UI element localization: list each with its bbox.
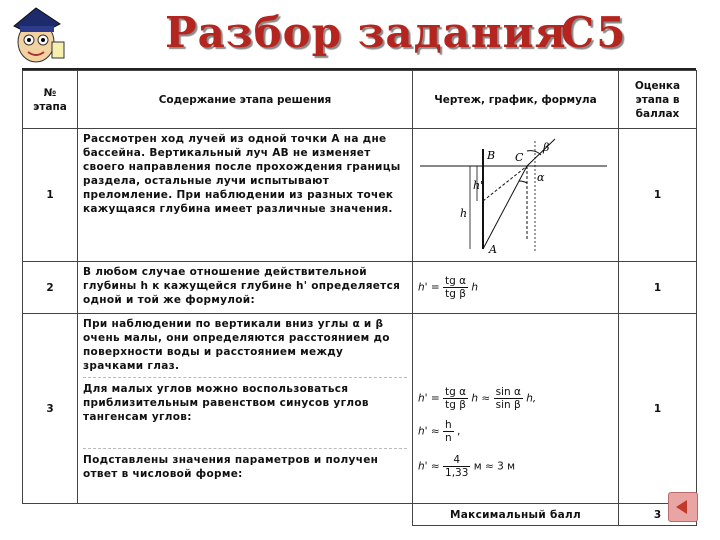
stage-score: 1 [619, 314, 697, 504]
formula-rhs: h, [526, 392, 537, 405]
formula-line [418, 419, 613, 444]
formula-rhs: h [471, 281, 479, 294]
table-row [23, 314, 697, 504]
column-header: Содержание этапа решения [78, 71, 413, 129]
formula-line [418, 454, 613, 479]
formula-fraction [443, 454, 470, 479]
label-h-prime: h' [473, 179, 484, 192]
fraction-denominator: tg β [445, 399, 466, 411]
formula-stack [413, 314, 619, 504]
fraction-numerator: 4 [443, 454, 470, 467]
formula-lhs: h' ≈ [418, 460, 440, 473]
formula-fraction [443, 386, 468, 411]
formula-fraction [443, 275, 468, 300]
stage-text [78, 314, 413, 504]
stage-number: 1 [23, 129, 78, 262]
max-score-label: Максимальный балл [413, 504, 619, 526]
back-arrow-icon[interactable] [668, 492, 698, 522]
column-header: № этапа [23, 71, 78, 129]
formula-rhs: м ≈ 3 м [473, 460, 516, 473]
formula-rhs: , [457, 425, 461, 438]
formula-lhs: h' ≈ [418, 425, 440, 438]
grading-table [22, 68, 696, 527]
label-alpha: α [537, 171, 545, 184]
fraction-denominator: sin β [495, 399, 521, 411]
label-h: h [460, 207, 468, 220]
fraction-numerator: tg α [445, 275, 467, 287]
table-row [23, 129, 697, 262]
stage-text: Рассмотрен ход лучей из одной точки A на дне бассейна. Вертикальный луч AB не изменяет своего направления после прохождения границы раздела, остальные лучи испытывают преломление. При наблюдении из разных точек кажущаяся глубина имеет различные значения. [78, 129, 413, 262]
page-title [165, 8, 635, 57]
stage-score: 1 [619, 262, 697, 314]
table-row [23, 262, 697, 314]
stage-number: 2 [23, 262, 78, 314]
label-b: B [487, 149, 496, 162]
stage-score: 1 [619, 129, 697, 262]
task-code: С5 [560, 8, 628, 57]
fraction-numerator: sin α [495, 386, 521, 398]
stage-text-part: При наблюдении по вертикали вниз углы α и β очень малы, они определяются расстоянием до поверхности воды и расстоянием между зрачками глаз. [83, 318, 390, 372]
label-c: C [515, 151, 524, 164]
stage-text-part: Для малых углов можно воспользоваться приблизительным равенством синусов углов тангенсам углов: [83, 383, 369, 423]
fraction-numerator: h [445, 419, 452, 431]
formula-fraction [494, 386, 523, 411]
table-header-row [23, 71, 697, 129]
formula-fraction [443, 419, 454, 444]
stage-text: В любом случае отношение действительной глубины h к кажущейся глубине h' определяется одной и той же формулой: [78, 262, 413, 314]
mascot-icon [6, 2, 70, 66]
formula-lhs: h' = [418, 392, 440, 405]
formula-lhs: h' = [418, 281, 440, 294]
table-footer-row [23, 504, 697, 526]
column-header: Чертеж, график, формула [413, 71, 619, 129]
fraction-numerator: tg α [445, 386, 467, 398]
label-beta: β [543, 141, 550, 154]
stage-text-part: Подставлены значения параметров и получен ответ в числовой форме: [83, 454, 379, 480]
column-header: Оценка этапа в баллах [619, 71, 697, 129]
formula-line [418, 386, 613, 411]
max-score-value: 3 [619, 504, 697, 526]
fraction-denominator: 1,33 [445, 467, 469, 479]
formula-mid: h ≈ [471, 392, 491, 405]
fraction-denominator: tg β [445, 288, 466, 300]
title-text: Разбор задания [165, 8, 567, 57]
label-a: A [489, 243, 497, 255]
stage-number: 3 [23, 314, 78, 504]
fraction-denominator: n [445, 432, 452, 444]
formula-ratio [413, 262, 619, 314]
ray-diagram [413, 129, 619, 262]
